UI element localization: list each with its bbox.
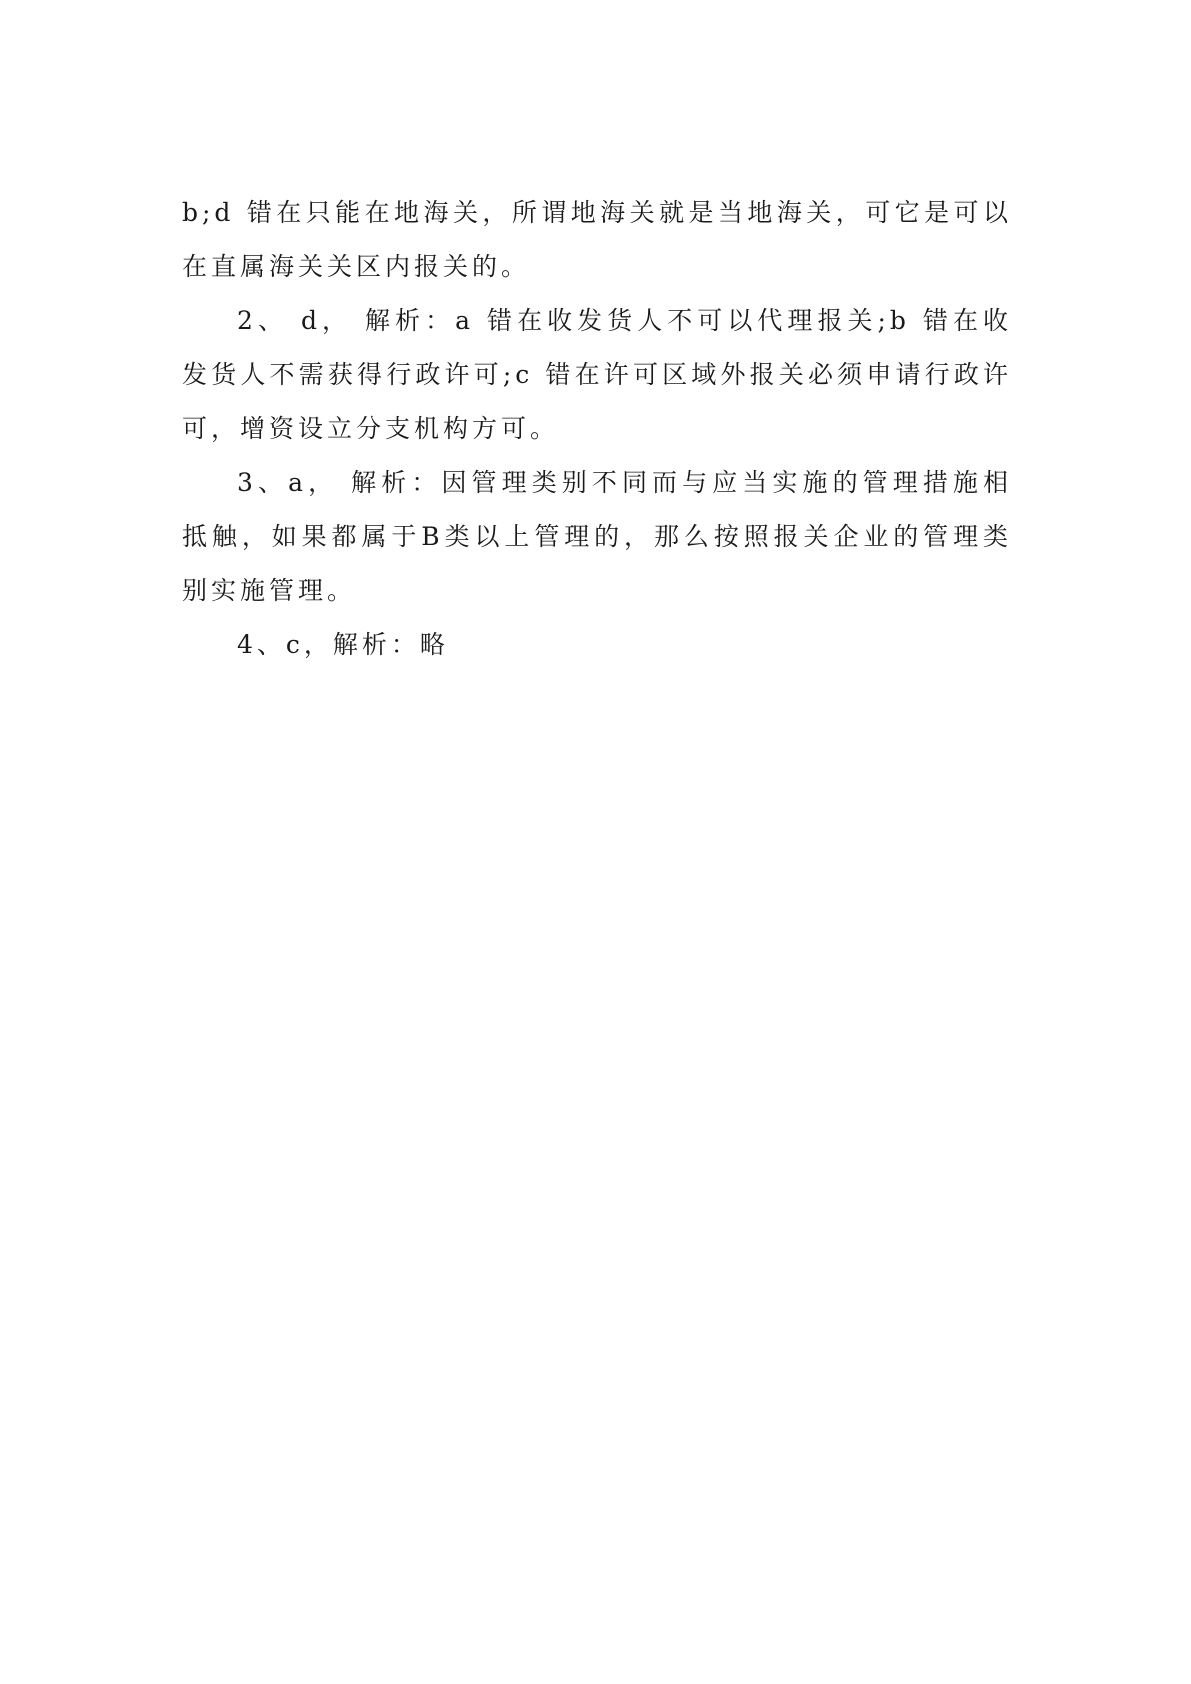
paragraph-answer-2: 2、 d， 解析：a 错在收发货人不可以代理报关;b 错在收发货人不需获得行政许可;c 错在许可区域外报关必须申请行政许可，增资设立分支机构方可。	[182, 306, 1012, 443]
paragraph-continuation: b;d 错在只能在地海关，所谓地海关就是当地海关，可它是可以在直属海关关区内报关的。	[182, 198, 1012, 281]
paragraph-answer-4: 4、c，解析：略	[237, 630, 449, 659]
document-body	[182, 186, 1012, 672]
paragraph-answer-3: 3、a， 解析：因管理类别不同而与应当实施的管理措施相抵触，如果都属于B类以上管理的，那么按照报关企业的管理类别实施管理。	[182, 468, 1012, 605]
